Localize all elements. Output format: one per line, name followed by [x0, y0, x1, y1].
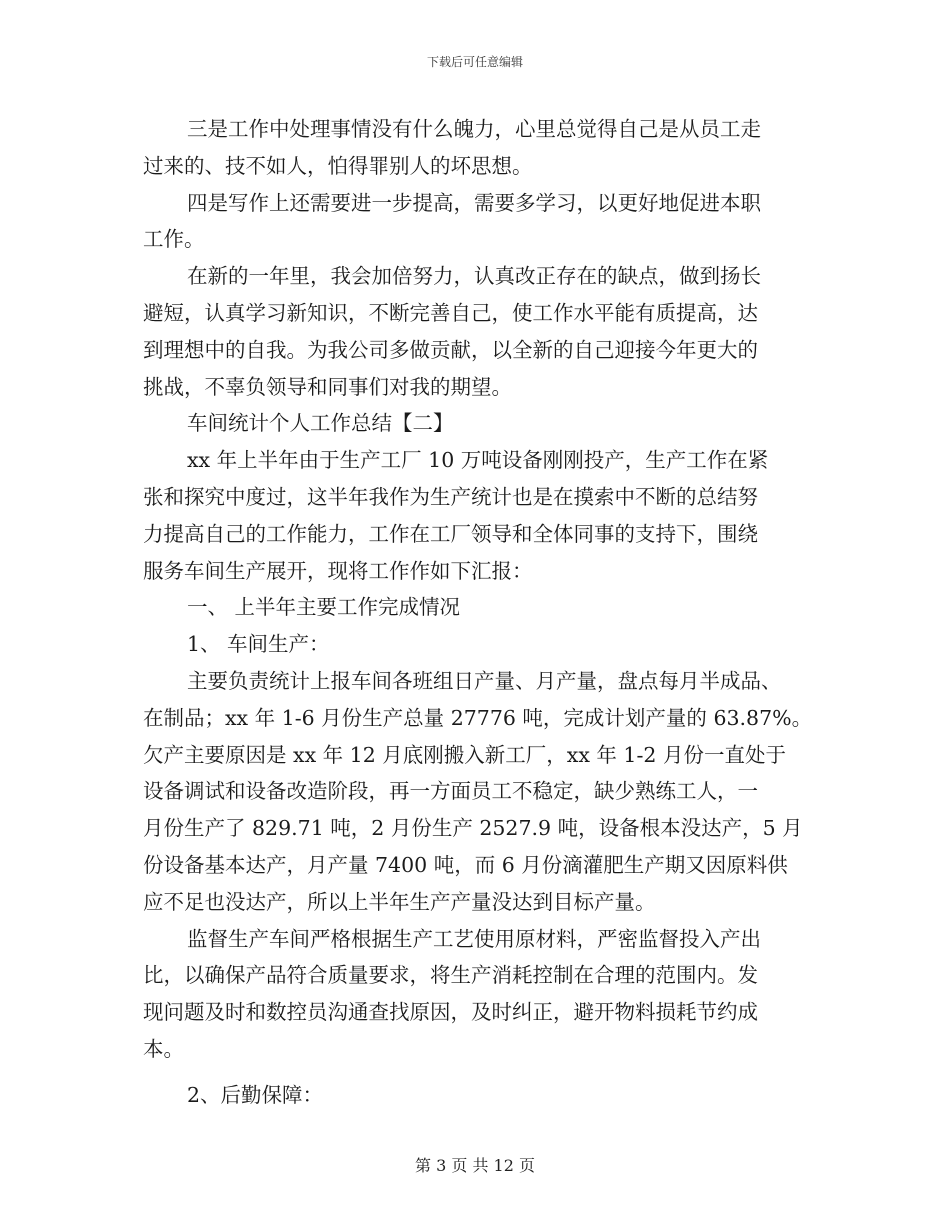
text-line: 1、 车间生产： — [187, 632, 330, 657]
text-line: 主要负责统计上报车间各班组日产量、月产量，盘点每月半成品、 — [187, 668, 782, 693]
text-line: 监督生产车间严格根据生产工艺使用原材料，严密监督投入产出 — [187, 926, 761, 951]
text-line: 避短，认真学习新知识，不断完善自己，使工作水平能有质提高，达 — [143, 300, 758, 325]
text-line: 工作。 — [143, 227, 205, 252]
text-line: 现问题及时和数控员沟通查找原因，及时纠正，避开物料损耗节约成 — [143, 1000, 758, 1025]
text-line: 在制品；xx 年 1-6 月份生产总量 27776 吨，完成计划产量的 63.87%。 — [143, 705, 813, 730]
text-line: 力提高自己的工作能力，工作在工厂领导和全体同事的支持下，围绕 — [143, 521, 758, 546]
text-line: 车间统计个人工作总结【二】 — [187, 411, 454, 436]
text-line: 挑战，不辜负领导和同事们对我的期望。 — [143, 374, 512, 399]
text-line: 月份生产了 829.71 吨，2 月份生产 2527.9 吨，设备根本没达产，5 月 — [143, 816, 803, 841]
page-header: 下载后可任意编辑 — [426, 55, 523, 69]
text-line: 过来的、技不如人，怕得罪别人的坏思想。 — [143, 153, 533, 178]
text-line: 服务车间生产展开，现将工作作如下汇报： — [143, 558, 533, 583]
text-line: 应不足也没达产，所以上半年生产产量没达到目标产量。 — [143, 889, 656, 914]
text-line: 份设备基本达产，月产量 7400 吨，而 6 月份滴灌肥生产期又因原料供 — [143, 852, 788, 877]
text-line: 设备调试和设备改造阶段，再一方面员工不稳定，缺少熟练工人，一 — [143, 779, 758, 804]
text-line: 欠产主要原因是 xx 年 12 月底刚搬入新工厂，xx 年 1-2 月份一直处于 — [143, 742, 786, 767]
text-line: 到理想中的自我。为我公司多做贡献，以全新的自己迎接今年更大的 — [143, 337, 758, 362]
text-line: 本。 — [143, 1036, 184, 1061]
text-line: 四是写作上还需要进一步提高，需要多学习，以更好地促进本职 — [187, 190, 761, 215]
page-footer: 第 3 页 共 12 页 — [415, 1156, 535, 1175]
text-line: 在新的一年里，我会加倍努力，认真改正存在的缺点，做到扬长 — [187, 264, 761, 289]
text-line: xx 年上半年由于生产工厂 10 万吨设备刚刚投产，生产工作在紧 — [187, 448, 769, 473]
text-line: 三是工作中处理事情没有什么魄力，心里总觉得自己是从员工走 — [187, 117, 761, 141]
text-line: 比，以确保产品符合质量要求，将生产消耗控制在合理的范围内。发 — [143, 963, 758, 988]
text-line: 张和探究中度过，这半年我作为生产统计也是在摸索中不断的总结努 — [143, 484, 758, 509]
document-body — [143, 111, 813, 1114]
text-line: 一、 上半年主要工作完成情况 — [187, 595, 461, 620]
text-line: 2、后勤保障： — [187, 1082, 324, 1107]
